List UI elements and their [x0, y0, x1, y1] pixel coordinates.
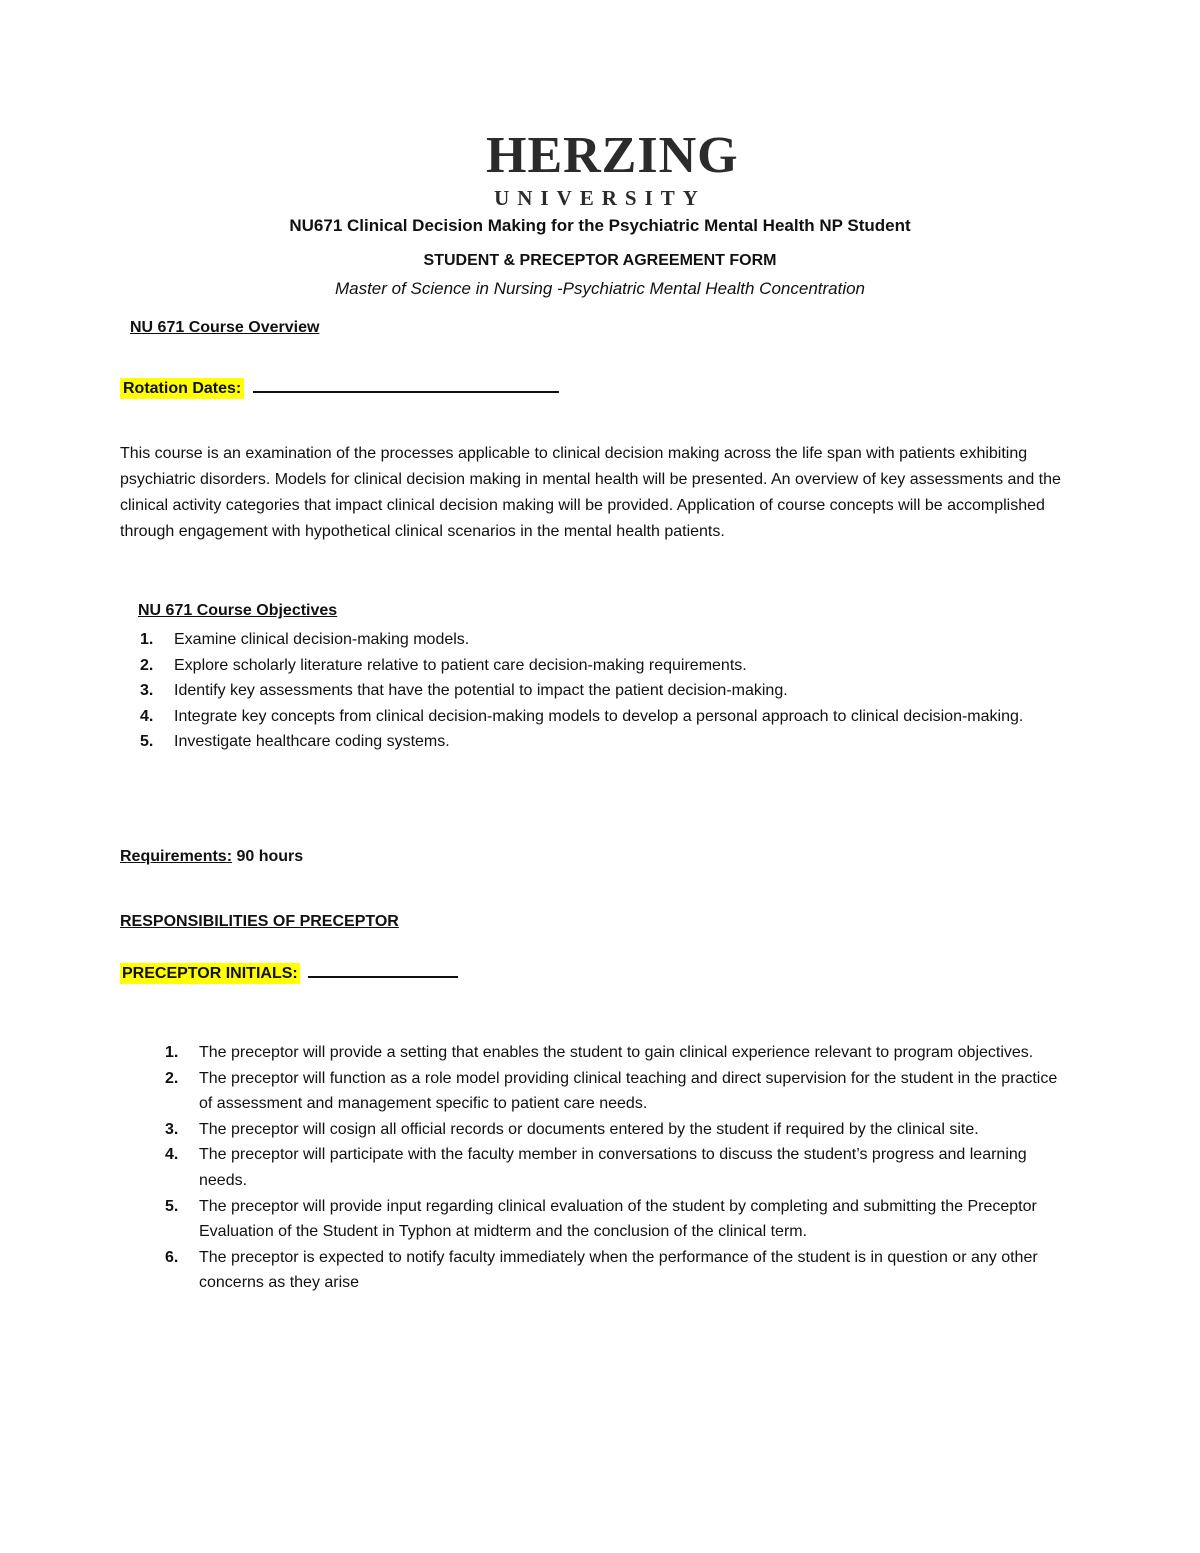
list-item — [120, 653, 1040, 679]
list-item — [120, 729, 1040, 755]
logo-sub: UNIVERSITY — [494, 186, 706, 210]
list-number: 4. — [140, 707, 154, 725]
objective-text: Integrate key concepts from clinical decision-making models to develop a personal approach to clinical decision-making. — [174, 707, 1024, 725]
requirements-row — [120, 848, 303, 866]
responsibility-text: The preceptor will provide input regarding clinical evaluation of the student by completing and submitting the Preceptor Evaluation of the Student in Typhon at midterm and the conclusion of the clinical term. — [199, 1197, 1037, 1241]
responsibility-text: The preceptor will cosign all official records or documents entered by the student if required by the clinical site. — [199, 1120, 979, 1138]
list-item — [145, 1040, 1065, 1066]
course-title: NU671 Clinical Decision Making for the Psychiatric Mental Health NP Student — [289, 216, 911, 235]
form-title: STUDENT & PRECEPTOR AGREEMENT FORM — [423, 252, 777, 269]
objective-text: Identify key assessments that have the potential to impact the patient decision-making. — [174, 682, 788, 700]
logo-name: HERZING — [486, 127, 739, 184]
requirements-value: 90 hours — [236, 848, 304, 865]
list-item — [120, 704, 1040, 730]
list-item — [145, 1194, 1065, 1245]
responsibilities-heading: RESPONSIBILITIES OF PRECEPTOR — [120, 913, 399, 930]
responsibility-text: The preceptor will provide a setting that enables the student to gain clinical experience relevant to program objectives. — [199, 1044, 1034, 1061]
course-description: This course is an examination of the processes applicable to clinical decision making across the life span with patients exhibiting psychiatric disorders. Models for clinical decision making in mental health will be presented. An overview of key assessments and the clinical activity categories that impact clinical decision making will be provided. Application of course concepts will be accomplished through engagement with hypothetical clinical scenarios in the mental health patients. — [120, 445, 1061, 540]
preceptor-initials-label: PRECEPTOR INITIALS: — [122, 965, 298, 982]
objective-text: Explore scholarly literature relative to patient care decision-making requirements. — [174, 656, 747, 674]
list-number: 1. — [140, 631, 154, 648]
list-number: 5. — [140, 733, 154, 751]
objective-text: Investigate healthcare coding systems. — [174, 733, 450, 751]
objectives-list — [120, 627, 1040, 755]
list-item — [145, 1066, 1065, 1117]
rotation-dates-label: Rotation Dates: — [120, 378, 244, 399]
list-item — [145, 1245, 1065, 1296]
list-number: 2. — [165, 1069, 179, 1087]
responsibility-text: The preceptor is expected to notify faculty immediately when the performance of the student is in question or any other concerns as they arise — [199, 1248, 1038, 1292]
preceptor-initials-row — [120, 965, 458, 983]
responsibility-text: The preceptor will function as a role model providing clinical teaching and direct supervision for the student in the practice of assessment and management specific to patient care needs. — [199, 1069, 1058, 1113]
list-item — [145, 1117, 1065, 1143]
rotation-dates-row — [120, 380, 559, 398]
objectives-heading: NU 671 Course Objectives — [138, 602, 338, 619]
list-number: 4. — [165, 1146, 179, 1164]
list-number: 1. — [165, 1044, 179, 1061]
list-number: 2. — [140, 656, 154, 674]
list-number: 3. — [165, 1120, 179, 1138]
university-logo — [486, 127, 739, 210]
list-item — [145, 1142, 1065, 1193]
list-number: 5. — [165, 1197, 179, 1215]
list-number: 6. — [165, 1248, 179, 1266]
rotation-dates-field[interactable] — [253, 391, 559, 393]
responsibility-text: The preceptor will participate with the faculty member in conversations to discuss the student’s progress and learning needs. — [199, 1146, 1027, 1189]
list-item — [120, 627, 1040, 653]
overview-heading: NU 671 Course Overview — [130, 319, 320, 336]
list-item — [120, 678, 1040, 704]
preceptor-initials-field[interactable] — [308, 976, 458, 978]
responsibilities-list — [145, 1040, 1065, 1296]
list-number: 3. — [140, 682, 154, 700]
requirements-label: Requirements: — [120, 848, 233, 865]
program-title: Master of Science in Nursing -Psychiatric Mental Health Concentration — [334, 279, 866, 298]
objective-text: Examine clinical decision-making models. — [174, 631, 470, 648]
